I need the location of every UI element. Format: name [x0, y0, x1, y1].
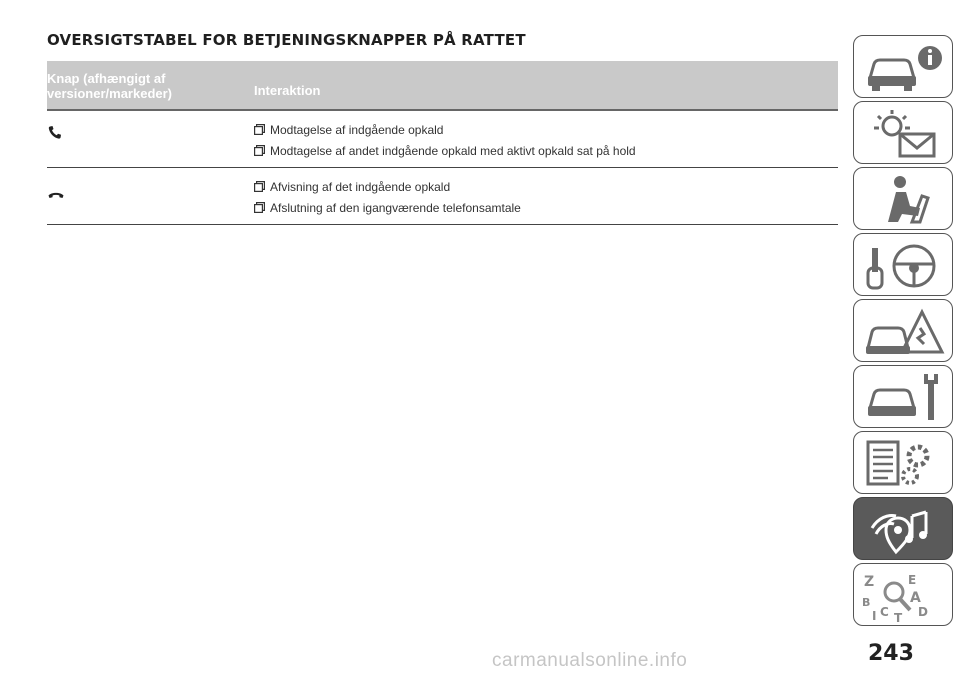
- car-info-icon: [862, 40, 946, 94]
- technical-data-icon: [862, 436, 946, 490]
- list-item: [254, 176, 838, 197]
- tab-car-info[interactable]: [853, 35, 953, 98]
- list-item: [254, 119, 838, 140]
- key-steering-icon: [862, 238, 946, 292]
- tab-safety[interactable]: [853, 167, 953, 230]
- seat-safety-icon: [862, 172, 946, 226]
- checkbox-bullet-icon: [254, 181, 265, 192]
- emergency-icon: [862, 304, 946, 358]
- interaction-cell: [244, 176, 838, 218]
- controls-table: [47, 61, 838, 225]
- tab-index[interactable]: [853, 563, 953, 626]
- watermark: carmanualsonline.info: [492, 650, 688, 671]
- tab-start-drive[interactable]: [853, 233, 953, 296]
- key-cell: [47, 119, 244, 161]
- tab-multimedia[interactable]: [853, 497, 953, 560]
- list-item-text: Modtagelse af indgående opkald: [270, 122, 444, 137]
- svg-text:C: C: [880, 605, 889, 619]
- header-key: Knap (afhængigt af versioner/markeder): [47, 71, 173, 101]
- svg-text:B: B: [862, 596, 871, 609]
- phone-hangup-icon: [47, 188, 65, 202]
- tab-maintenance[interactable]: [853, 365, 953, 428]
- list-item: [254, 140, 838, 161]
- tab-emergency[interactable]: [853, 299, 953, 362]
- svg-text:E: E: [908, 573, 917, 587]
- phone-answer-icon: [47, 125, 63, 141]
- list-item-text: Afvisning af det indgående opkald: [270, 179, 451, 194]
- list-item: [254, 197, 838, 218]
- tab-technical-data[interactable]: [853, 431, 953, 494]
- tab-warning-lights[interactable]: [853, 101, 953, 164]
- page-number: 243: [868, 641, 914, 666]
- checkbox-bullet-icon: [254, 124, 265, 135]
- list-item-text: Modtagelse af andet indgående opkald med aktivt opkald sat på hold: [270, 143, 636, 158]
- table-row: [47, 168, 838, 225]
- table-row: [47, 111, 838, 168]
- svg-text:T: T: [894, 611, 903, 622]
- multimedia-icon: [862, 502, 946, 556]
- page-title: OVERSIGTSTABEL FOR BETJENINGSKNAPPER PÅ RATTET: [47, 31, 526, 49]
- header-interaction: Interaktion: [254, 83, 321, 98]
- list-item-text: Afslutning af den igangværende telefonsamtale: [270, 200, 521, 215]
- svg-text:Z: Z: [864, 574, 875, 590]
- checkbox-bullet-icon: [254, 145, 265, 156]
- checkbox-bullet-icon: [254, 202, 265, 213]
- warning-light-icon: [862, 106, 946, 160]
- maintenance-icon: [862, 370, 946, 424]
- svg-text:A: A: [910, 590, 921, 606]
- svg-text:I: I: [872, 609, 877, 622]
- index-icon: [862, 568, 946, 622]
- key-cell: [47, 176, 244, 218]
- svg-text:D: D: [918, 605, 928, 619]
- interaction-cell: [244, 119, 838, 161]
- table-header: [47, 61, 838, 111]
